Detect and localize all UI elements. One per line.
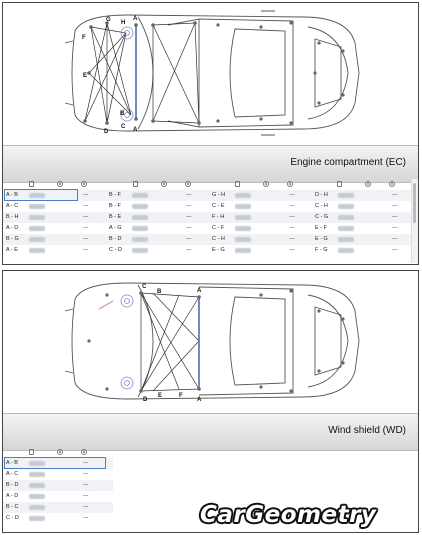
point-label: D [143, 397, 148, 403]
scrollbar[interactable] [411, 179, 418, 263]
target-icon [365, 181, 371, 187]
target-icon [81, 181, 87, 187]
target-icon [287, 181, 293, 187]
point-pair-label: C - H [212, 236, 225, 242]
point-label: A [197, 397, 202, 403]
ruler-icon [29, 449, 34, 455]
hidden-value [29, 204, 45, 209]
point-label: B [157, 289, 162, 295]
selected-cell[interactable] [5, 190, 77, 200]
section-header [3, 413, 418, 451]
tolerance-value: --- [392, 247, 398, 253]
point-pair-label: A - D [6, 493, 19, 499]
tolerance-value: --- [83, 214, 89, 220]
tolerance-value: --- [289, 247, 295, 253]
point-pair-label: C - F [212, 225, 225, 231]
hidden-value [235, 237, 251, 242]
hidden-value [338, 215, 354, 220]
hidden-value [132, 193, 148, 198]
point-label: C [121, 124, 126, 130]
target-icon [389, 181, 395, 187]
ruler-icon [337, 181, 342, 187]
tolerance-value: --- [83, 460, 89, 466]
ruler-icon [235, 181, 240, 187]
point-label: H [121, 20, 126, 26]
point-label: F [82, 35, 86, 41]
target-icon [185, 181, 191, 187]
hidden-value [29, 516, 45, 521]
watermark-logo: CarGeometry [200, 502, 377, 528]
hidden-value [235, 226, 251, 231]
tolerance-value: --- [83, 482, 89, 488]
point-pair-label: C - H [315, 203, 328, 209]
point-pair-label: B - E [109, 214, 122, 220]
table-row[interactable] [3, 502, 113, 513]
point-pair-label: C - D [6, 515, 19, 521]
engine-compartment-panel [2, 2, 419, 265]
tolerance-value: --- [186, 225, 192, 231]
point-pair-label: B - D [109, 236, 122, 242]
tolerance-value: --- [289, 214, 295, 220]
table-row[interactable] [3, 234, 415, 245]
point-pair-label: C - E [212, 203, 225, 209]
point-label: G [106, 17, 111, 23]
point-label: F [179, 393, 183, 399]
point-pair-label: C - G [315, 214, 329, 220]
point-pair-label: A - C [6, 471, 19, 477]
target-icon [57, 181, 63, 187]
tolerance-value: --- [83, 471, 89, 477]
point-pair-label: A - C [6, 203, 19, 209]
tolerance-value: --- [83, 192, 89, 198]
point-label: D [104, 129, 109, 135]
point-label: E [83, 73, 88, 79]
point-pair-label: B - H [6, 214, 19, 220]
table-row[interactable] [3, 469, 113, 480]
hidden-value [29, 248, 45, 253]
hidden-value [132, 226, 148, 231]
point-pair-label: F - H [212, 214, 225, 220]
point-label: A [133, 127, 138, 133]
ruler-icon [29, 181, 34, 187]
hidden-value [29, 215, 45, 220]
point-pair-label: A - B [6, 460, 18, 466]
tolerance-value: --- [83, 515, 89, 521]
tolerance-value: --- [83, 493, 89, 499]
tolerance-value: --- [83, 504, 89, 510]
tolerance-value: --- [186, 236, 192, 242]
scrollbar-thumb[interactable] [413, 183, 416, 223]
tolerance-value: --- [83, 225, 89, 231]
table-row[interactable] [3, 491, 113, 502]
section-title: Wind shield (WD) [328, 425, 406, 436]
table-row[interactable] [3, 223, 415, 234]
ruler-icon [133, 181, 138, 187]
tolerance-value: --- [83, 247, 89, 253]
point-label: A [133, 16, 138, 22]
point-pair-label: A - B [6, 192, 18, 198]
hidden-value [29, 483, 45, 488]
point-label: A [197, 288, 202, 294]
car-top-view-diagram-wd [3, 271, 418, 411]
tolerance-value: --- [186, 214, 192, 220]
point-pair-label: B - F [109, 203, 121, 209]
hidden-value [338, 204, 354, 209]
hidden-value [338, 237, 354, 242]
hidden-value [29, 226, 45, 231]
hidden-value [338, 193, 354, 198]
point-label: E [158, 393, 163, 399]
table-row[interactable] [3, 201, 415, 212]
tolerance-value: --- [186, 192, 192, 198]
table-header [3, 179, 418, 189]
tolerance-value: --- [83, 203, 89, 209]
hidden-value [235, 193, 251, 198]
hidden-value [132, 248, 148, 253]
tolerance-value: --- [392, 214, 398, 220]
point-pair-label: E - G [315, 236, 328, 242]
target-icon [81, 449, 87, 455]
car-top-view-diagram-ec [3, 3, 418, 143]
table-row[interactable] [3, 190, 415, 201]
tolerance-value: --- [289, 192, 295, 198]
point-pair-label: F - G [315, 247, 328, 253]
point-pair-label: A - G [109, 225, 122, 231]
target-icon [161, 181, 167, 187]
tolerance-value: --- [83, 236, 89, 242]
table-header [3, 447, 418, 457]
point-pair-label: B - D [6, 482, 19, 488]
hidden-value [29, 472, 45, 477]
tolerance-value: --- [289, 236, 295, 242]
hidden-value [235, 215, 251, 220]
tolerance-value: --- [289, 225, 295, 231]
hidden-value [29, 505, 45, 510]
table-row[interactable] [3, 245, 415, 256]
target-icon [263, 181, 269, 187]
table-row[interactable] [3, 480, 113, 491]
tolerance-value: --- [289, 203, 295, 209]
hidden-value [29, 494, 45, 499]
tolerance-value: --- [392, 192, 398, 198]
section-title: Engine compartment (EC) [290, 157, 406, 168]
tolerance-value: --- [392, 225, 398, 231]
point-pair-label: A - D [6, 225, 19, 231]
table-row[interactable] [3, 458, 113, 469]
section-header [3, 145, 418, 183]
tolerance-value: --- [392, 236, 398, 242]
hidden-value [235, 204, 251, 209]
hidden-value [132, 237, 148, 242]
point-pair-label: A - E [6, 247, 18, 253]
hidden-value [338, 248, 354, 253]
point-pair-label: C - D [109, 247, 122, 253]
point-pair-label: B - C [6, 504, 19, 510]
target-icon [57, 449, 63, 455]
point-label: C [142, 284, 147, 290]
point-pair-label: G - H [212, 192, 226, 198]
wind-shield-panel [2, 270, 419, 533]
hidden-value [29, 237, 45, 242]
point-pair-label: B - F [109, 192, 121, 198]
table-row[interactable] [3, 212, 415, 223]
tolerance-value: --- [392, 203, 398, 209]
table-row[interactable] [3, 513, 113, 524]
point-pair-label: E - F [315, 225, 327, 231]
tolerance-value: --- [186, 247, 192, 253]
point-label: B [120, 111, 125, 117]
hidden-value [132, 204, 148, 209]
point-pair-label: E - G [212, 247, 225, 253]
hidden-value [235, 248, 251, 253]
hidden-value [338, 226, 354, 231]
point-pair-label: D - H [315, 192, 328, 198]
point-pair-label: B - G [6, 236, 19, 242]
tolerance-value: --- [186, 203, 192, 209]
hidden-value [132, 215, 148, 220]
selected-cell[interactable] [5, 458, 105, 468]
